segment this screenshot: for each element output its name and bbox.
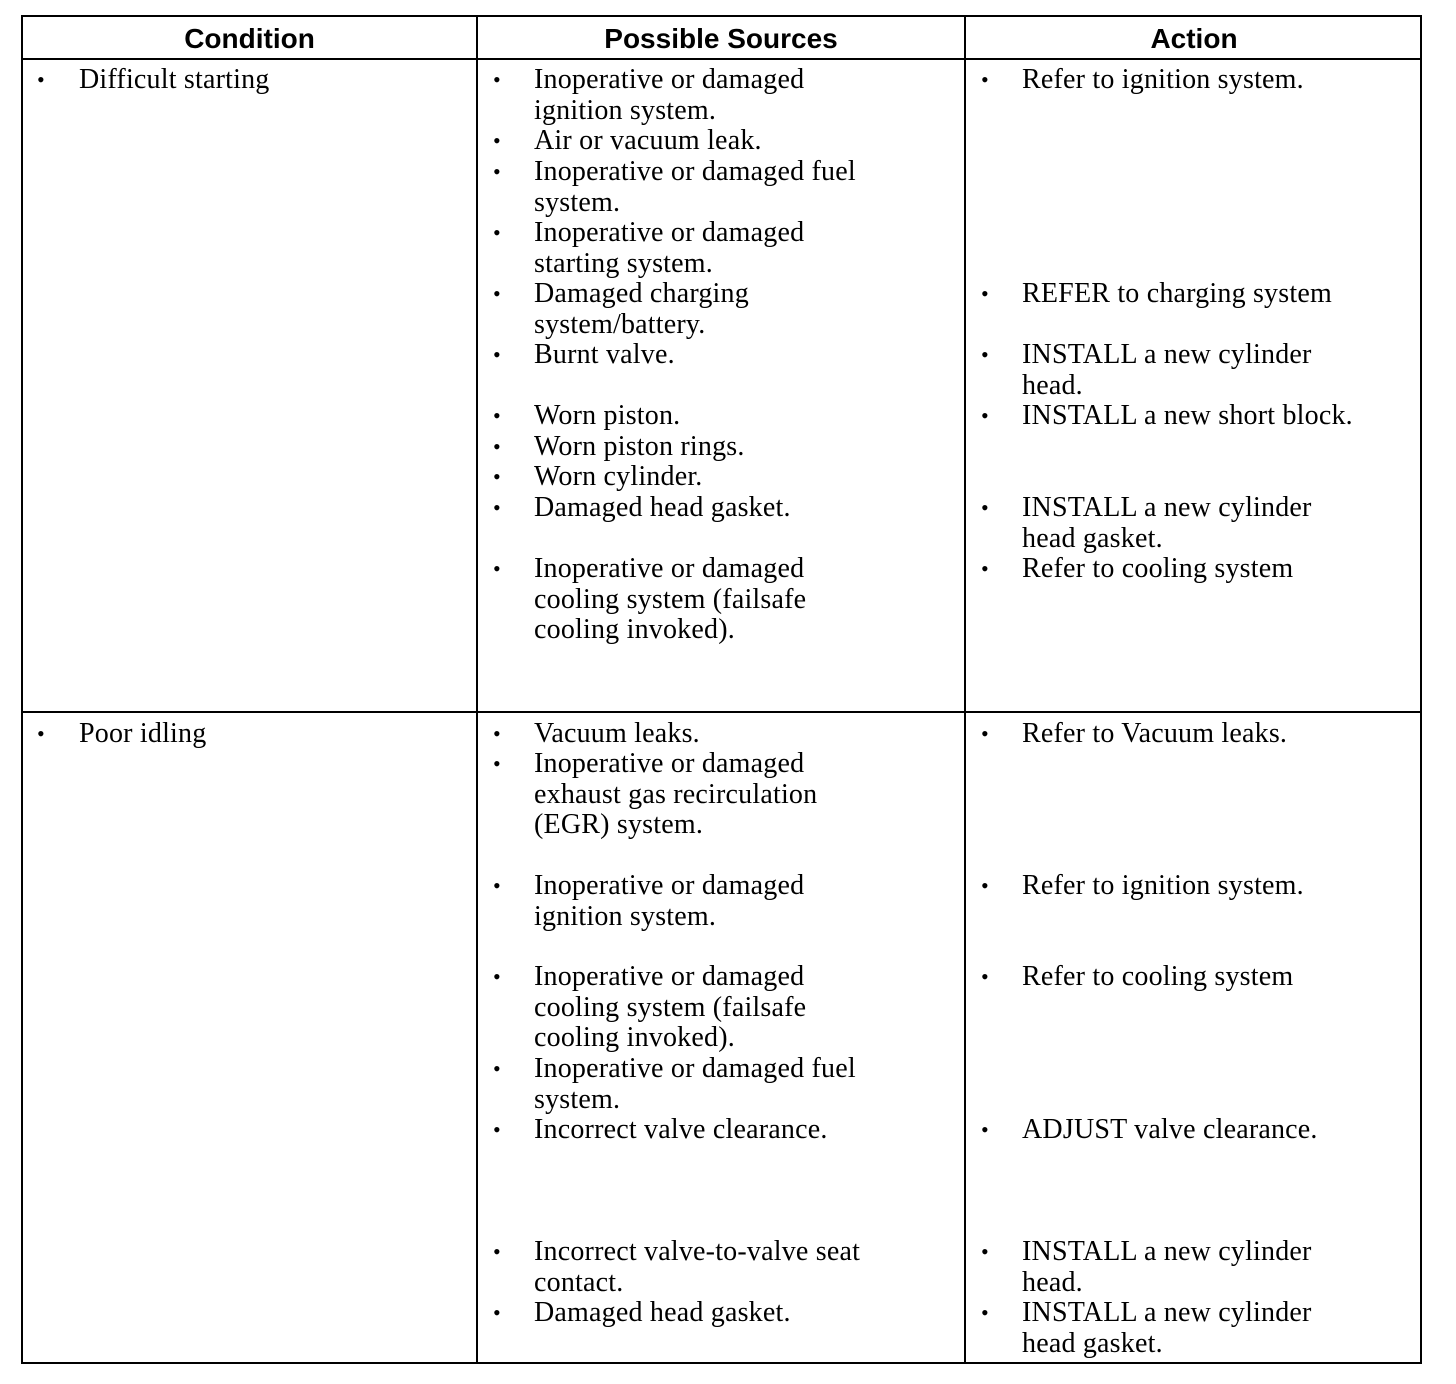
bullet: •	[493, 1117, 501, 1142]
source-item: Incorrect valve clearance.	[534, 1114, 828, 1145]
bullet: •	[37, 67, 45, 92]
source-item: Inoperative or damaged fuel system.	[534, 1053, 856, 1115]
bullet: •	[981, 721, 989, 746]
bullet: •	[493, 495, 501, 520]
bullet: •	[493, 342, 501, 367]
bullet: •	[981, 1117, 989, 1142]
bullet: •	[981, 67, 989, 92]
bullet: •	[493, 220, 501, 245]
bullet: •	[493, 281, 501, 306]
column-divider-2	[964, 17, 966, 1362]
source-item: Damaged head gasket.	[534, 492, 791, 523]
bullet: •	[493, 159, 501, 184]
column-divider-1	[476, 17, 478, 1362]
source-item: Damaged head gasket.	[534, 1297, 791, 1328]
bullet: •	[493, 464, 501, 489]
bullet: •	[981, 1239, 989, 1264]
bullet: •	[981, 556, 989, 581]
bullet: •	[981, 873, 989, 898]
source-item: Incorrect valve-to-valve seat contact.	[534, 1236, 861, 1298]
header-action: Action	[1150, 23, 1238, 54]
bullet: •	[493, 751, 501, 776]
source-item: Vacuum leaks.	[534, 718, 700, 749]
bullet: •	[981, 1300, 989, 1325]
row-divider	[23, 711, 1420, 713]
action-item: Refer to cooling system	[1022, 553, 1294, 584]
source-item: Inoperative or damaged exhaust gas recirculation (EGR) system.	[534, 748, 818, 841]
source-item: Burnt valve.	[534, 339, 675, 370]
action-item: INSTALL a new cylinder head gasket.	[1022, 1297, 1312, 1359]
bullet: •	[981, 403, 989, 428]
source-item: Inoperative or damaged cooling system (failsafe cooling invoked).	[534, 553, 807, 646]
source-item: Inoperative or damaged fuel system.	[534, 156, 856, 218]
bullet: •	[37, 721, 45, 746]
bullet: •	[493, 721, 501, 746]
bullet: •	[493, 1056, 501, 1081]
source-item: Inoperative or damaged starting system.	[534, 217, 805, 279]
header-possible-sources: Possible Sources	[604, 23, 838, 54]
source-item: Air or vacuum leak.	[534, 125, 762, 156]
bullet: •	[981, 495, 989, 520]
header-condition: Condition	[184, 23, 315, 54]
bullet: •	[981, 281, 989, 306]
bullet: •	[493, 128, 501, 153]
source-item: Worn piston rings.	[534, 431, 745, 462]
bullet: •	[493, 873, 501, 898]
condition-cell: Difficult starting	[79, 64, 270, 95]
bullet: •	[493, 67, 501, 92]
source-item: Worn piston.	[534, 400, 681, 431]
condition-cell: Poor idling	[79, 718, 207, 749]
action-item: Refer to Vacuum leaks.	[1022, 718, 1288, 749]
bullet: •	[493, 1239, 501, 1264]
source-item: Inoperative or damaged cooling system (failsafe cooling invoked).	[534, 961, 807, 1054]
action-item: REFER to charging system	[1022, 278, 1332, 309]
bullet: •	[981, 964, 989, 989]
action-item: INSTALL a new cylinder head.	[1022, 1236, 1312, 1298]
source-item: Worn cylinder.	[534, 461, 703, 492]
bullet: •	[981, 342, 989, 367]
action-item: Refer to cooling system	[1022, 961, 1294, 992]
action-item: INSTALL a new short block.	[1022, 400, 1353, 431]
action-item: Refer to ignition system.	[1022, 64, 1304, 95]
troubleshooting-table	[21, 15, 1422, 1364]
source-item: Damaged charging system/battery.	[534, 278, 749, 340]
bullet: •	[493, 1300, 501, 1325]
action-item: ADJUST valve clearance.	[1022, 1114, 1318, 1145]
action-item: INSTALL a new cylinder head gasket.	[1022, 492, 1312, 554]
source-item: Inoperative or damaged ignition system.	[534, 64, 805, 126]
source-item: Inoperative or damaged ignition system.	[534, 870, 805, 932]
bullet: •	[493, 434, 501, 459]
bullet: •	[493, 556, 501, 581]
bullet: •	[493, 403, 501, 428]
action-item: INSTALL a new cylinder head.	[1022, 339, 1312, 401]
action-item: Refer to ignition system.	[1022, 870, 1304, 901]
bullet: •	[493, 964, 501, 989]
